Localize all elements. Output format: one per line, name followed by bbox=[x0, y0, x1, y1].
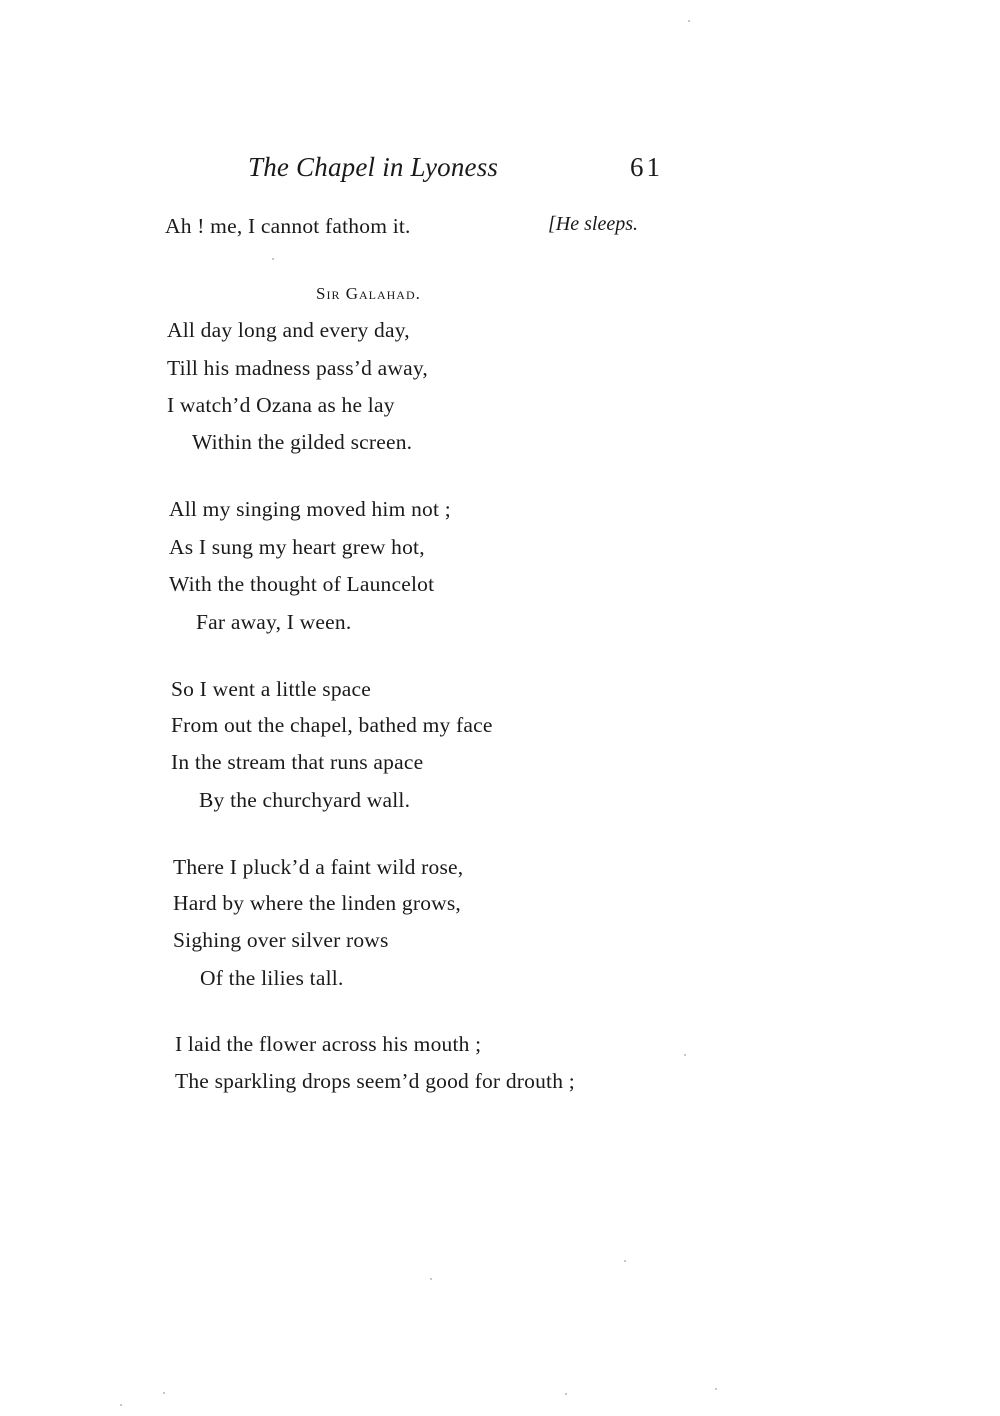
verse-line: From out the chapel, bathed my face bbox=[171, 713, 493, 737]
scan-speck bbox=[272, 258, 274, 260]
opening-line: Ah ! me, I cannot fathom it. bbox=[165, 214, 411, 238]
verse-line: So I went a little space bbox=[171, 677, 372, 701]
verse-line: There I pluck’d a faint wild rose, bbox=[173, 855, 464, 879]
verse-line: All day long and every day, bbox=[167, 318, 410, 342]
verse-line: In the stream that runs apace bbox=[171, 750, 424, 774]
verse-line: Till his madness pass’d away, bbox=[167, 356, 429, 380]
verse-line-indented: By the churchyard wall. bbox=[199, 788, 411, 812]
scan-speck bbox=[163, 1392, 165, 1394]
running-title: The Chapel in Lyoness bbox=[248, 152, 499, 182]
scan-speck bbox=[120, 1404, 122, 1406]
verse-line-indented: Far away, I ween. bbox=[196, 610, 352, 634]
scan-speck bbox=[684, 1054, 686, 1056]
scan-speck bbox=[624, 1260, 626, 1262]
scan-speck bbox=[715, 1388, 717, 1390]
verse-line-indented: Of the lilies tall. bbox=[200, 966, 344, 990]
verse-line: All my singing moved him not ; bbox=[169, 497, 451, 521]
verse-line: Sighing over silver rows bbox=[173, 928, 389, 952]
scan-speck bbox=[430, 1278, 432, 1280]
verse-line: I watch’d Ozana as he lay bbox=[167, 393, 395, 417]
verse-line: I laid the flower across his mouth ; bbox=[175, 1032, 482, 1056]
scan-speck bbox=[688, 20, 690, 22]
speaker-heading: Sir Galahad. bbox=[316, 284, 421, 303]
verse-line: The sparkling drops seem’d good for drouth ; bbox=[175, 1069, 575, 1093]
verse-line: With the thought of Launcelot bbox=[169, 572, 435, 596]
verse-line-indented: Within the gilded screen. bbox=[192, 430, 413, 454]
scan-speck bbox=[565, 1393, 567, 1395]
page-number: 61 bbox=[630, 152, 663, 182]
stage-direction: [He sleeps. bbox=[548, 213, 638, 235]
verse-line: Hard by where the linden grows, bbox=[173, 891, 462, 915]
verse-line: As I sung my heart grew hot, bbox=[169, 535, 425, 559]
